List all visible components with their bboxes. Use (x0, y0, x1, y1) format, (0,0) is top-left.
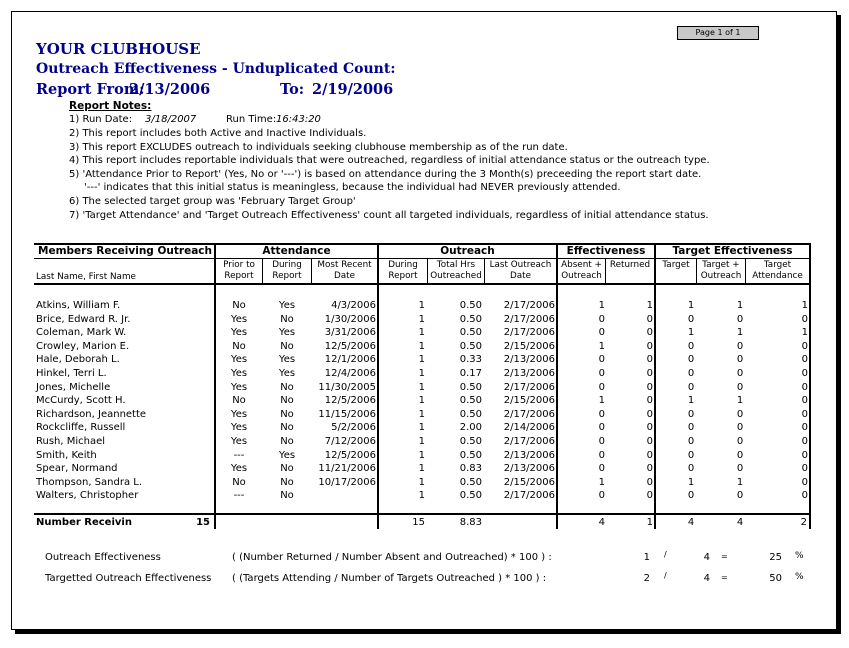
cell-target: 1 (687, 395, 695, 407)
cell-target-attendance: 0 (801, 395, 808, 407)
cell-returned: 0 (646, 354, 653, 366)
cell-during-attendance: No (280, 422, 294, 434)
summary-label: Outreach Effectiveness (45, 552, 161, 563)
cell-target-outreach: 0 (736, 313, 744, 325)
cell-target: 1 (687, 327, 695, 339)
cell-target-attendance: 1 (801, 300, 808, 311)
cell-target-attendance: 0 (801, 436, 808, 447)
page-indicator: Page 1 of 1 (677, 26, 759, 40)
cell-target-outreach: 0 (736, 463, 744, 475)
cell-absent: 0 (598, 354, 605, 366)
cell-last-date: 2/15/2006 (503, 340, 555, 352)
cell-hrs: 0.50 (459, 408, 482, 420)
cell-target: 0 (687, 368, 695, 379)
summary-formula: ( (Targets Attending / Number of Targets Outreached ) * 100 ) : (232, 573, 547, 584)
cell-during-attendance: No (280, 476, 294, 488)
cell-last-date: 2/15/2006 (503, 395, 555, 407)
col-last: Last Outreach Date (489, 260, 552, 281)
cell-absent: 1 (598, 395, 605, 407)
section-target: Target Effectiveness (672, 245, 793, 257)
col-hrs: Total Hrs Outreached (430, 260, 482, 281)
cell-prior: Yes (230, 408, 248, 420)
cell-name: Rush, Michael (36, 436, 106, 447)
cell-target: 0 (687, 436, 695, 447)
cell-last-date: 2/17/2006 (503, 408, 555, 420)
note-run-time: 16:43:20 (276, 114, 321, 125)
cell-returned: 0 (646, 340, 653, 352)
cell-returned: 0 (646, 381, 653, 393)
notes-title: Report Notes: (69, 100, 152, 112)
cell-absent: 1 (598, 476, 605, 488)
cell-target-attendance: 0 (801, 463, 808, 475)
col-recent: Most Recent Date (317, 260, 372, 281)
cell-last-date: 2/14/2006 (503, 422, 555, 434)
cell-target: 1 (687, 300, 695, 311)
cell-prior: No (232, 300, 246, 311)
cell-name: Thompson, Sandra L. (36, 476, 143, 488)
cell-last-date: 2/17/2006 (503, 490, 555, 502)
cell-prior: Yes (230, 354, 248, 366)
note-2: 2) This report includes both Active and Inactive Individuals. (69, 128, 367, 139)
cell-during-attendance: No (280, 340, 294, 352)
cell-during-attendance: No (280, 436, 294, 447)
report-to-date: 2/19/2006 (312, 81, 394, 98)
col-during-outreach: During Report (388, 260, 418, 281)
col-name: Last Name, First Name (36, 272, 136, 282)
cell-returned: 0 (646, 408, 653, 420)
totals-returned: 1 (646, 517, 653, 528)
cell-hrs: 0.50 (459, 449, 482, 461)
divider-attendance (377, 243, 379, 529)
totals-target-attendance: 2 (800, 517, 807, 528)
cell-during-attendance: No (280, 395, 294, 407)
note-3: 3) This report EXCLUDES outreach to individuals seeking clubhouse membership as of the run date. (69, 142, 568, 153)
cell-target-outreach: 1 (736, 395, 744, 407)
cell-recent-date: 12/5/2006 (324, 395, 376, 407)
summary-numerator: 1 (643, 552, 650, 563)
totals-absent: 4 (598, 517, 605, 528)
cell-target-outreach: 0 (736, 436, 744, 447)
cell-prior: Yes (230, 368, 248, 379)
cell-name: Hale, Deborah L. (36, 354, 120, 366)
cell-absent: 0 (598, 408, 605, 420)
cell-absent: 1 (598, 340, 605, 352)
cell-last-date: 2/13/2006 (503, 354, 555, 366)
cell-name: Rockcliffe, Russell (36, 422, 126, 434)
totals-count: 15 (196, 517, 210, 528)
cell-prior: Yes (230, 436, 248, 447)
cell-during-attendance: No (280, 381, 294, 393)
cell-target-attendance: 0 (801, 476, 808, 488)
report-from-date: 2/13/2006 (129, 81, 211, 98)
cell-during-attendance: Yes (278, 449, 296, 461)
summary-label: Targetted Outreach Effectiveness (45, 573, 212, 584)
cell-recent-date: 7/12/2006 (324, 436, 376, 447)
cell-recent-date: 3/31/2006 (324, 327, 376, 339)
cell-target-outreach: 0 (736, 368, 744, 379)
summary-formula: ( (Number Returned / Number Absent and Outreached) * 100 ) : (232, 552, 552, 563)
totals-target-outreach: 4 (736, 517, 744, 528)
cell-prior: --- (233, 449, 245, 461)
cell-target: 0 (687, 340, 695, 352)
cell-recent-date: 12/5/2006 (324, 449, 376, 461)
cell-during-outreach: 1 (418, 422, 425, 434)
cell-recent-date (312, 489, 376, 503)
cell-recent-date: 10/17/2006 (318, 476, 376, 488)
col-prior: Prior to Report (223, 260, 255, 281)
cell-hrs: 0.50 (459, 490, 482, 502)
cell-during-outreach: 1 (418, 327, 425, 339)
cell-during-attendance: No (280, 313, 294, 325)
cell-recent-date: 4/3/2006 (331, 300, 376, 311)
cell-during-outreach: 1 (418, 436, 425, 447)
cell-during-outreach: 1 (418, 313, 425, 325)
cell-absent: 0 (598, 449, 605, 461)
cell-name: McCurdy, Scott H. (36, 395, 126, 407)
org-name: YOUR CLUBHOUSE (36, 40, 201, 58)
cell-target-attendance: 0 (801, 449, 808, 461)
cell-returned: 0 (646, 463, 653, 475)
note-run-date-label: 1) Run Date: (69, 114, 133, 125)
summary-numerator: 2 (643, 573, 650, 584)
cell-hrs: 2.00 (459, 422, 482, 434)
section-attendance: Attendance (262, 245, 331, 257)
cell-hrs: 0.50 (459, 436, 482, 447)
cell-returned: 0 (646, 436, 653, 447)
cell-last-date: 2/17/2006 (503, 436, 555, 447)
cell-target: 0 (687, 422, 695, 434)
summary-result: 50 (769, 573, 782, 584)
cell-returned: 0 (646, 422, 653, 434)
cell-returned: 1 (646, 300, 653, 311)
cell-recent-date: 12/4/2006 (324, 368, 376, 379)
cell-hrs: 0.50 (459, 381, 482, 393)
report-from-label: Report From: (36, 81, 145, 98)
cell-target: 1 (687, 476, 695, 488)
cell-returned: 0 (646, 368, 653, 379)
cell-recent-date: 1/30/2006 (324, 313, 376, 325)
cell-during-outreach: 1 (418, 300, 425, 311)
cell-during-attendance: Yes (278, 300, 296, 311)
cell-during-outreach: 1 (418, 490, 425, 502)
cell-prior: No (232, 476, 246, 488)
cell-absent: 0 (598, 313, 605, 325)
cell-during-outreach: 1 (418, 449, 425, 461)
cell-last-date: 2/15/2006 (503, 476, 555, 488)
cell-target-outreach: 1 (736, 300, 744, 311)
cell-target-attendance: 0 (801, 490, 808, 502)
summary-slash: / (664, 550, 667, 559)
cell-during-attendance: Yes (278, 327, 296, 339)
totals-during: 15 (412, 517, 425, 528)
col-returned: Returned (609, 260, 651, 270)
cell-returned: 0 (646, 313, 653, 325)
cell-name: Hinkel, Terri L. (36, 368, 107, 379)
cell-prior: No (232, 340, 246, 352)
divider-outreach (556, 243, 558, 529)
summary-denominator: 4 (703, 573, 710, 584)
cell-absent: 0 (598, 368, 605, 379)
totals-label: Number Receivin (36, 517, 132, 528)
cell-target-outreach: 0 (736, 449, 744, 461)
cell-returned: 0 (646, 395, 653, 407)
cell-target-attendance: 0 (801, 340, 808, 352)
cell-target-outreach: 1 (736, 327, 744, 339)
note-6: 6) The selected target group was 'February Target Group' (69, 196, 356, 207)
cell-during-outreach: 1 (418, 395, 425, 407)
column-header-rule (34, 283, 811, 285)
cell-target-attendance: 0 (801, 422, 808, 434)
cell-returned: 0 (646, 476, 653, 488)
cell-absent: 0 (598, 422, 605, 434)
cell-recent-date: 12/5/2006 (324, 340, 376, 352)
cell-target-attendance: 1 (801, 327, 808, 339)
cell-hrs: 0.50 (459, 395, 482, 407)
cell-absent: 0 (598, 463, 605, 475)
cell-during-outreach: 1 (418, 368, 425, 379)
cell-target-outreach: 1 (736, 476, 744, 488)
totals-hrs: 8.83 (459, 517, 482, 528)
cell-name: Richardson, Jeannette (36, 408, 147, 420)
col-target-outreach: Target + Outreach (700, 260, 742, 281)
cell-target-outreach: 0 (736, 381, 744, 393)
cell-last-date: 2/13/2006 (503, 368, 555, 379)
cell-last-date: 2/17/2006 (503, 300, 555, 311)
cell-name: Brice, Edward R. Jr. (36, 313, 131, 325)
cell-during-outreach: 1 (418, 354, 425, 366)
cell-name: Coleman, Mark W. (36, 327, 127, 339)
cell-recent-date: 5/2/2006 (331, 422, 376, 434)
cell-recent-date: 11/15/2006 (318, 408, 376, 420)
cell-absent: 0 (598, 381, 605, 393)
section-effectiveness: Effectiveness (566, 245, 646, 257)
note-4: 4) This report includes reportable individuals that were outreached, regardless of initial attendance status or the outreach type. (69, 155, 710, 166)
col-during-attendance: During Report (272, 260, 302, 281)
cell-hrs: 0.50 (459, 313, 482, 325)
cell-returned: 0 (646, 449, 653, 461)
cell-target-outreach: 0 (736, 408, 744, 420)
section-header-rule (34, 258, 811, 259)
cell-during-outreach: 1 (418, 340, 425, 352)
divider-effectiveness (654, 243, 656, 529)
cell-hrs: 0.83 (459, 463, 482, 475)
cell-absent: 0 (598, 490, 605, 502)
note-5: 5) 'Attendance Prior to Report' (Yes, No or '---') is based on attendance during the 3 Month(s) preceeding the report start date. (69, 169, 702, 180)
cell-absent: 0 (598, 327, 605, 339)
cell-target: 0 (687, 463, 695, 475)
cell-during-outreach: 1 (418, 476, 425, 488)
note-7: 7) 'Target Attendance' and 'Target Outreach Effectiveness' count all targeted individuals, regardless of initial attendance status. (69, 210, 709, 221)
cell-target-outreach: 0 (736, 354, 744, 366)
cell-prior: Yes (230, 313, 248, 325)
section-members: Members Receiving Outreach (38, 245, 212, 257)
summary-percent: % (795, 572, 804, 582)
cell-prior: No (232, 395, 246, 407)
cell-recent-date: 11/30/2005 (318, 381, 376, 393)
cell-target-attendance: 0 (801, 368, 808, 379)
col-target: Target (662, 260, 690, 270)
cell-during-outreach: 1 (418, 381, 425, 393)
cell-recent-date: 12/1/2006 (324, 354, 376, 366)
summary-slash: / (664, 571, 667, 580)
cell-target-attendance: 0 (801, 313, 808, 325)
cell-target-outreach: 0 (736, 340, 744, 352)
cell-target-attendance: 0 (801, 354, 808, 366)
cell-last-date: 2/17/2006 (503, 381, 555, 393)
note-run-date: 3/18/2007 (145, 114, 197, 125)
cell-prior: Yes (230, 422, 248, 434)
cell-last-date: 2/13/2006 (503, 449, 555, 461)
summary-equals: = (721, 552, 728, 561)
cell-during-outreach: 1 (418, 408, 425, 420)
cell-name: Atkins, William F. (36, 300, 121, 311)
cell-returned: 0 (646, 327, 653, 339)
cell-hrs: 0.17 (459, 368, 482, 379)
totals-target: 4 (687, 517, 695, 528)
cell-absent: 1 (598, 300, 605, 311)
cell-target-attendance: 0 (801, 408, 808, 420)
cell-prior: --- (233, 490, 245, 502)
report-to-label: To: (280, 81, 305, 98)
cell-name: Walters, Christopher (36, 490, 139, 502)
section-outreach: Outreach (440, 245, 495, 257)
cell-last-date: 2/17/2006 (503, 327, 555, 339)
divider-right (809, 243, 811, 529)
cell-prior: Yes (230, 463, 248, 475)
cell-target: 0 (687, 490, 695, 502)
cell-returned: 0 (646, 490, 653, 502)
totals-rule (34, 513, 811, 515)
summary-percent: % (795, 551, 804, 561)
cell-target: 0 (687, 354, 695, 366)
report-title: Outreach Effectiveness - Unduplicated Count: (36, 61, 396, 77)
cell-name: Spear, Normand (36, 463, 118, 475)
cell-last-date: 2/13/2006 (503, 463, 555, 475)
cell-last-date: 2/17/2006 (503, 313, 555, 325)
cell-during-outreach: 1 (418, 463, 425, 475)
col-absent: Absent + Outreach (561, 260, 602, 281)
cell-target: 0 (687, 381, 695, 393)
cell-hrs: 0.50 (459, 327, 482, 339)
cell-recent-date: 11/21/2006 (318, 463, 376, 475)
summary-result: 25 (769, 552, 782, 563)
cell-target-outreach: 0 (736, 490, 744, 502)
cell-absent: 0 (598, 436, 605, 447)
cell-target: 0 (687, 408, 695, 420)
cell-hrs: 0.50 (459, 476, 482, 488)
cell-during-attendance: No (280, 408, 294, 420)
cell-name: Crowley, Marion E. (36, 340, 130, 352)
cell-target-outreach: 0 (736, 422, 744, 434)
cell-prior: Yes (230, 381, 248, 393)
cell-during-attendance: Yes (278, 368, 296, 379)
cell-during-attendance: No (280, 490, 294, 502)
cell-during-attendance: No (280, 463, 294, 475)
cell-hrs: 0.50 (459, 340, 482, 352)
cell-hrs: 0.33 (459, 354, 482, 366)
cell-target: 0 (687, 449, 695, 461)
note-5b: '---' indicates that this initial status is meaningless, because the individual had NEVER previously attended. (84, 182, 621, 193)
cell-target-attendance: 0 (801, 381, 808, 393)
cell-target: 0 (687, 313, 695, 325)
cell-prior: Yes (230, 327, 248, 339)
col-target-attendance: Target Attendance (752, 260, 803, 281)
cell-name: Jones, Michelle (36, 381, 111, 393)
summary-equals: = (721, 573, 728, 582)
summary-denominator: 4 (703, 552, 710, 563)
cell-hrs: 0.50 (459, 300, 482, 311)
cell-during-attendance: Yes (278, 354, 296, 366)
note-run-time-label: Run Time: (226, 114, 277, 125)
cell-name: Smith, Keith (36, 449, 97, 461)
